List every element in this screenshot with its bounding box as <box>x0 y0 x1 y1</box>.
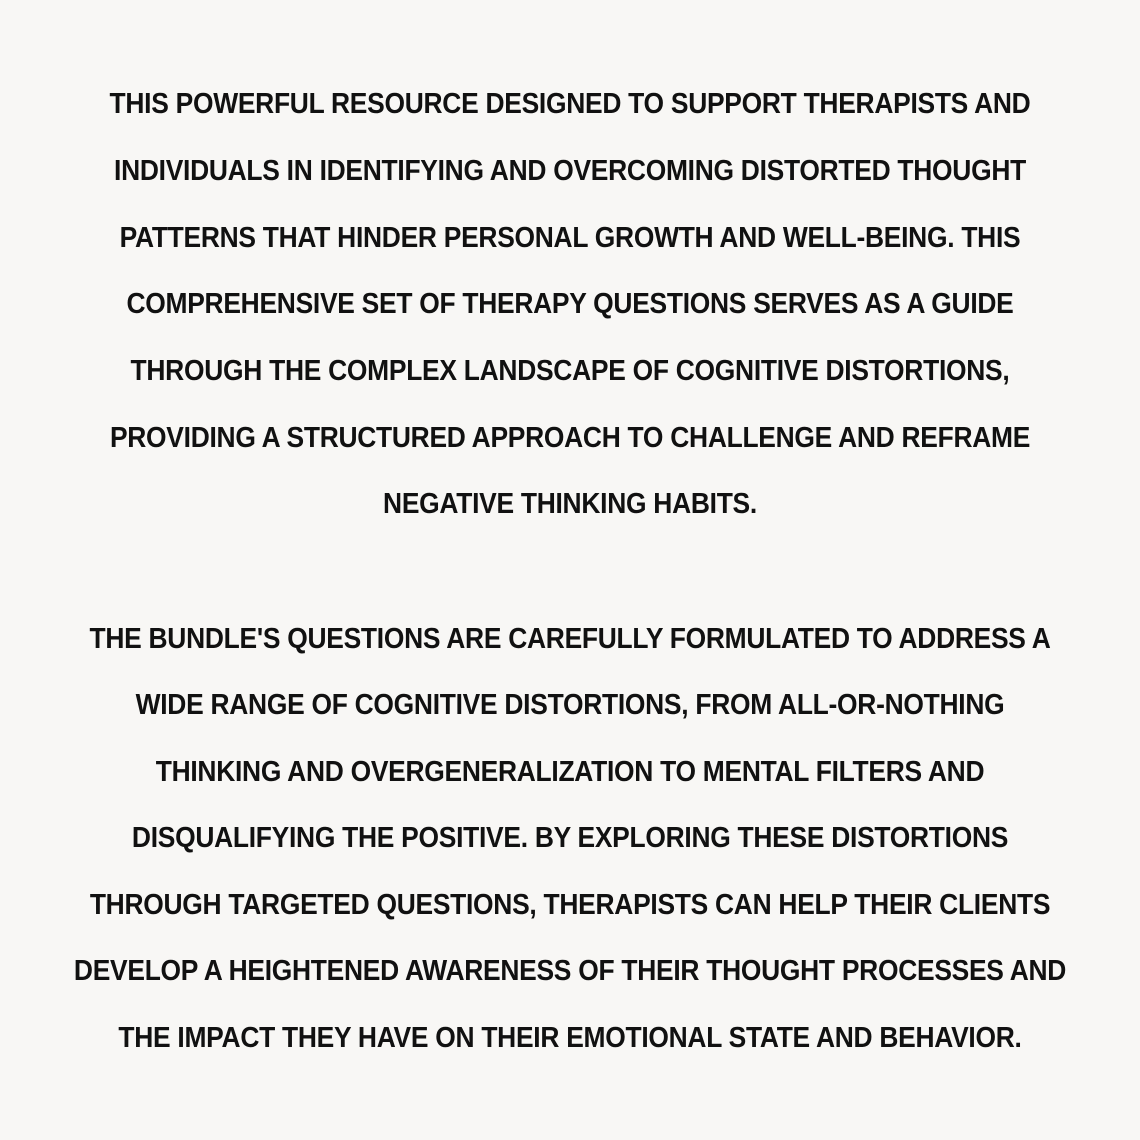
text-line: THE IMPACT THEY HAVE ON THEIR EMOTIONAL STATE AND BEHAVIOR. <box>118 1022 1022 1054</box>
text-line: THE BUNDLE'S QUESTIONS ARE CAREFULLY FORMULATED TO ADDRESS A <box>89 623 1051 655</box>
text-line: THIS POWERFUL RESOURCE DESIGNED TO SUPPORT THERAPISTS AND <box>109 88 1031 120</box>
text-line: NEGATIVE THINKING HABITS. <box>383 488 757 520</box>
text-line: INDIVIDUALS IN IDENTIFYING AND OVERCOMING DISTORTED THOUGHT <box>114 155 1026 187</box>
text-line: THROUGH TARGETED QUESTIONS, THERAPISTS CAN HELP THEIR CLIENTS <box>89 889 1051 921</box>
text-line: THROUGH THE COMPLEX LANDSCAPE OF COGNITIVE DISTORTIONS, <box>130 355 1010 387</box>
text-line: PATTERNS THAT HINDER PERSONAL GROWTH AND WELL-BEING. THIS <box>119 222 1021 254</box>
text-line: THINKING AND OVERGENERALIZATION TO MENTAL FILTERS AND <box>155 756 985 788</box>
text-line: DEVELOP A HEIGHTENED AWARENESS OF THEIR THOUGHT PROCESSES AND <box>73 955 1067 987</box>
text-line: PROVIDING A STRUCTURED APPROACH TO CHALLENGE AND REFRAME <box>109 422 1031 454</box>
text-line: WIDE RANGE OF COGNITIVE DISTORTIONS, FROM ALL-OR-NOTHING <box>135 689 1005 721</box>
text-line: DISQUALIFYING THE POSITIVE. BY EXPLORING THESE DISTORTIONS <box>131 822 1009 854</box>
text-line: COMPREHENSIVE SET OF THERAPY QUESTIONS SERVES AS A GUIDE <box>126 288 1014 320</box>
